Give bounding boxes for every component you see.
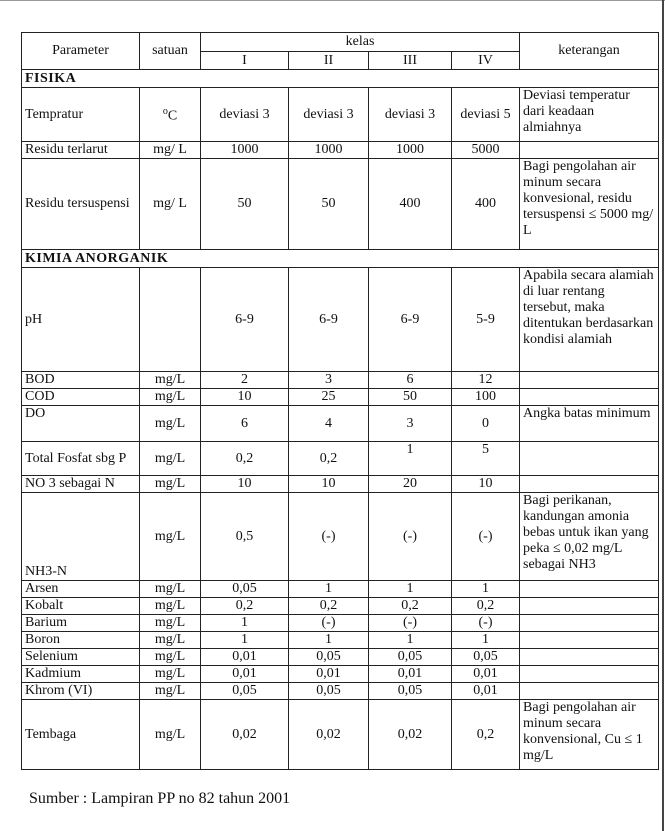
value-cell: 50 (201, 159, 289, 250)
table-row (22, 476, 659, 493)
param-cell: Kobalt (22, 598, 140, 615)
note-cell (520, 615, 659, 632)
header-class-4: IV (452, 52, 520, 70)
table-row (22, 406, 659, 442)
note-cell (520, 476, 659, 493)
value-cell: 0,01 (369, 666, 452, 683)
value-cell: deviasi 3 (289, 88, 369, 142)
value-cell: 1 (369, 632, 452, 649)
value-cell: 1 (452, 632, 520, 649)
unit-cell: mg/L (140, 442, 201, 476)
unit-cell (140, 88, 201, 142)
unit-cell: mg/L (140, 389, 201, 406)
value-cell: (-) (369, 615, 452, 632)
table-row (22, 598, 659, 615)
param-cell: NH3-N (22, 493, 140, 581)
page-top-border (0, 0, 665, 1)
value-cell: 12 (452, 372, 520, 389)
table-row (22, 683, 659, 700)
degree-mark: o (162, 106, 168, 118)
value-cell: 0,2 (452, 700, 520, 770)
value-cell: 0,02 (369, 700, 452, 770)
value-cell: 1 (452, 581, 520, 598)
value-cell: 5 (452, 442, 520, 476)
value-cell: 1 (369, 442, 452, 476)
value-cell: 0,05 (289, 649, 369, 666)
table-row (22, 389, 659, 406)
value-cell: 6-9 (369, 268, 452, 372)
value-cell: 0,05 (369, 649, 452, 666)
value-cell: 400 (369, 159, 452, 250)
value-cell: 0 (452, 406, 520, 442)
unit-cell: mg/L (140, 406, 201, 442)
table-row (22, 268, 659, 372)
value-cell: 1000 (201, 142, 289, 159)
param-cell: Tembaga (22, 700, 140, 770)
note-cell (520, 598, 659, 615)
param-cell: Arsen (22, 581, 140, 598)
page-right-border (662, 0, 664, 831)
header-class-3: III (369, 52, 452, 70)
value-cell: 0,05 (289, 683, 369, 700)
note-cell (520, 649, 659, 666)
table-row (22, 700, 659, 770)
value-cell: 6 (201, 406, 289, 442)
value-cell: 0,01 (201, 649, 289, 666)
param-cell: NO 3 sebagai N (22, 476, 140, 493)
unit-cell: mg/L (140, 493, 201, 581)
unit-cell: mg/L (140, 700, 201, 770)
value-cell: 1 (369, 581, 452, 598)
unit-cell: mg/L (140, 476, 201, 493)
value-cell: 0,01 (452, 666, 520, 683)
param-cell: Khrom (VI) (22, 683, 140, 700)
note-cell: Apabila secara alamiah di luar rentang tersebut, maka ditentukan berdasarkan kondisi alamiah (520, 268, 659, 372)
value-cell: deviasi 3 (201, 88, 289, 142)
header-parameter: Parameter (22, 33, 140, 70)
value-cell: 50 (369, 389, 452, 406)
note-cell (520, 683, 659, 700)
value-cell: 10 (452, 476, 520, 493)
value-cell: 0,05 (201, 581, 289, 598)
unit-cell (140, 268, 201, 372)
value-cell: 0,01 (201, 666, 289, 683)
param-cell: Total Fosfat sbg P (22, 442, 140, 476)
unit-cell: mg/L (140, 666, 201, 683)
value-cell: 6 (369, 372, 452, 389)
table-row (22, 632, 659, 649)
note-cell: Bagi perikanan, kandungan amonia bebas untuk ikan yang peka ≤ 0,02 mg/L sebagai NH3 (520, 493, 659, 581)
note-cell (520, 632, 659, 649)
value-cell: 0,05 (201, 683, 289, 700)
unit-celsius: C (167, 108, 178, 124)
param-cell: Boron (22, 632, 140, 649)
value-cell: 10 (201, 476, 289, 493)
unit-cell: mg/L (140, 615, 201, 632)
value-cell: 0,01 (289, 666, 369, 683)
table-row (22, 88, 659, 142)
note-cell (520, 372, 659, 389)
note-cell: Bagi pengolahan air minum secara konvesional, residu tersuspensi ≤ 5000 mg/ L (520, 159, 659, 250)
table-row (22, 159, 659, 250)
value-cell: (-) (452, 493, 520, 581)
value-cell: 2 (201, 372, 289, 389)
value-cell: 10 (201, 389, 289, 406)
unit-cell: mg/ L (140, 159, 201, 250)
note-cell (520, 389, 659, 406)
header-note: keterangan (520, 33, 659, 70)
note-cell: Angka batas minimum (520, 406, 659, 442)
note-cell (520, 666, 659, 683)
value-cell: 5000 (452, 142, 520, 159)
value-cell: 0,05 (369, 683, 452, 700)
value-cell: 0,2 (201, 598, 289, 615)
param-cell: Tempratur (22, 88, 140, 142)
table-row (22, 372, 659, 389)
table-row (22, 666, 659, 683)
value-cell: 1 (201, 615, 289, 632)
note-cell (520, 442, 659, 476)
param-cell: pH (22, 268, 140, 372)
value-cell: 0,2 (289, 598, 369, 615)
value-cell: 20 (369, 476, 452, 493)
table-row (22, 615, 659, 632)
value-cell: 1000 (289, 142, 369, 159)
param-cell: COD (22, 389, 140, 406)
unit-cell: mg/ L (140, 142, 201, 159)
unit-cell: mg/L (140, 649, 201, 666)
value-cell: 0,2 (369, 598, 452, 615)
param-cell: Kadmium (22, 666, 140, 683)
table-row (22, 142, 659, 159)
table-row (22, 581, 659, 598)
value-cell: (-) (452, 615, 520, 632)
header-unit: satuan (140, 33, 201, 70)
value-cell: 0,02 (201, 700, 289, 770)
value-cell: 5-9 (452, 268, 520, 372)
value-cell: 100 (452, 389, 520, 406)
value-cell: 25 (289, 389, 369, 406)
value-cell: (-) (289, 615, 369, 632)
value-cell: 6-9 (289, 268, 369, 372)
value-cell: 0,2 (452, 598, 520, 615)
value-cell: deviasi 3 (369, 88, 452, 142)
note-cell (520, 581, 659, 598)
value-cell: 0,5 (201, 493, 289, 581)
header-class-1: I (201, 52, 289, 70)
value-cell: 4 (289, 406, 369, 442)
note-cell (520, 142, 659, 159)
value-cell: 10 (289, 476, 369, 493)
section-kimia: KIMIA ANORGANIK (22, 250, 659, 268)
value-cell: 1 (289, 632, 369, 649)
value-cell: 400 (452, 159, 520, 250)
value-cell: 0,2 (289, 442, 369, 476)
water-quality-table (21, 32, 659, 770)
value-cell: 1 (201, 632, 289, 649)
table-row (22, 442, 659, 476)
value-cell: 0,02 (289, 700, 369, 770)
param-cell: Barium (22, 615, 140, 632)
header-class-2: II (289, 52, 369, 70)
value-cell: 1000 (369, 142, 452, 159)
value-cell: 6-9 (201, 268, 289, 372)
param-cell: Selenium (22, 649, 140, 666)
param-cell: BOD (22, 372, 140, 389)
value-cell: deviasi 5 (452, 88, 520, 142)
value-cell: 0,05 (452, 649, 520, 666)
value-cell: 0,01 (452, 683, 520, 700)
value-cell: (-) (289, 493, 369, 581)
table-row (22, 493, 659, 581)
note-cell: Bagi pengolahan air minum secara konvensional, Cu ≤ 1 mg/L (520, 700, 659, 770)
value-cell: 3 (369, 406, 452, 442)
value-cell: 50 (289, 159, 369, 250)
unit-cell: mg/L (140, 683, 201, 700)
note-cell: Deviasi temperatur dari keadaan almiahnya (520, 88, 659, 142)
value-cell: 1 (289, 581, 369, 598)
value-cell: (-) (369, 493, 452, 581)
source-caption: Sumber : Lampiran PP no 82 tahun 2001 (29, 790, 291, 807)
param-cell: Residu tersuspensi (22, 159, 140, 250)
section-fisika: FISIKA (22, 70, 659, 88)
unit-cell: mg/L (140, 581, 201, 598)
table-row (22, 649, 659, 666)
value-cell: 3 (289, 372, 369, 389)
unit-cell: mg/L (140, 372, 201, 389)
unit-cell: mg/L (140, 632, 201, 649)
param-cell: Residu terlarut (22, 142, 140, 159)
value-cell: 0,2 (201, 442, 289, 476)
param-cell: DO (22, 406, 140, 442)
header-kelas: kelas (201, 33, 520, 52)
unit-cell: mg/L (140, 598, 201, 615)
